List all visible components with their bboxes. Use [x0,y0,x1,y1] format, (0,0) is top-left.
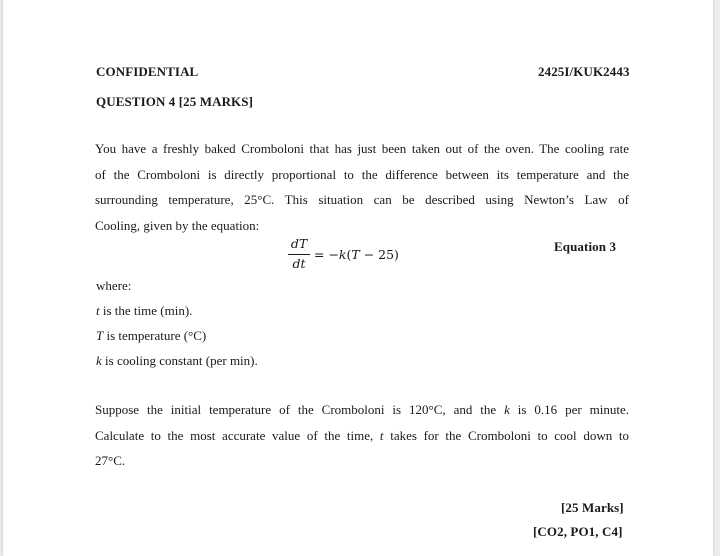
course-code: 2425I/KUK2443 [538,64,630,79]
rhs-rest: − 25) [359,247,399,262]
equation-fraction [286,236,312,274]
intro-line: of the Cromboloni is directly proportional to the difference between its temperature and the [95,166,629,182]
question-task [95,397,629,474]
intro-line: Cooling, given by the equation: [95,217,260,233]
where-label: where: [96,278,132,293]
rhs-open: ( [346,247,352,262]
definition-item [96,353,258,369]
marks-label: [25 Marks] [561,500,624,515]
equation-label: Equation 3 [554,239,617,254]
fraction-denominator: dt [292,256,306,271]
task-line: 27°C. [95,453,126,468]
rhs-k: k [338,247,347,262]
definition-text: is cooling constant (per min). [101,353,258,368]
fraction-bar [288,254,310,255]
definition-text: is the time (min). [99,303,193,318]
definition-symbol: t [96,303,100,318]
question-title: QUESTION 4 [25 MARKS] [96,94,254,109]
definition-symbol: T [96,328,104,343]
equation-rhs [314,247,399,262]
task-text: Calculate to the most accurate value of the time, [95,427,380,443]
task-text: is 0.16 per minute. [509,402,629,417]
course-outcomes: [CO2, PO1, C4] [533,524,623,539]
confidential-label: CONFIDENTIAL [96,64,199,79]
definition-symbol: k [96,353,102,368]
intro-line: You have a freshly baked Cromboloni that has just been taken out of the oven. The cooling rate [95,141,629,156]
task-text: Suppose the initial temperature of the Cromboloni is 120°C, and the [95,402,505,417]
intro-line: surrounding temperature, 25°C. This situation can be described using Newton’s Law of [95,192,629,207]
task-text: takes for the Cromboloni to cool down to [383,427,629,443]
definition-text: is temperature (°C) [103,328,207,343]
definition-item [96,328,206,344]
exam-page [3,0,713,556]
question-intro [95,136,629,238]
task-line [95,397,629,423]
task-var-t: t [379,427,384,443]
task-var-k: k [504,402,510,417]
rhs-T: T [351,247,360,262]
definition-item [96,303,192,319]
task-line [95,423,629,449]
rhs-prefix: = − [314,247,339,262]
fraction-numerator: dT [290,236,308,251]
